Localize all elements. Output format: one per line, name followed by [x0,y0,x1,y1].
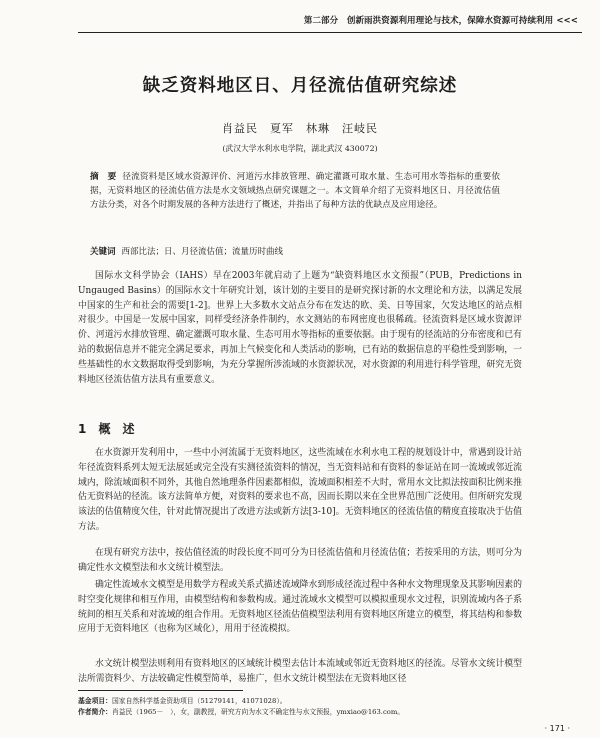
body-paragraph: 在现有研究方法中，按估值径流的时段长度不同可分为日径流估值和月径流估值；若按采用的方法，则可分为确定性水文模型法和水文统计模型法。 [78,548,522,573]
footnote-label: 基金项目： [78,697,112,705]
body-paragraph: 确定性流域水文模型是用数学方程或关系式描述流域降水到形成径流过程中各种水文物理现象及其影响因素的时空变化规律和相互作用，由模型结构和参数构成。通过流域水文模型可以模拟重现水文过程，识别流域内各子系统间的相互关系和对流域的组合作用。无资料地区径流估值模型法利用有资料地区所建立的模型，将其结构和参数应用于无资料地区（也称为区域化），用用于径流模拟。 [78,580,522,635]
footnote-rule [78,690,243,691]
footnote-author [78,706,523,716]
section-title: 概 述 [98,422,135,436]
authors: 肖益民 夏军 林琳 汪岐民 [222,122,378,135]
page-number: · 171 · [544,724,570,733]
section-number: 1 [78,422,87,436]
abstract-text: 径流资料是区域水资源评价、河道污水排放管理、确定灌溉可取水量、生态可用水等指标的重要依据，无资料地区的径流估值方法是水文领域热点研究课题之一。本文简单介绍了无资料地区日、月径流估值方法分类，对各个时期发展的各种方法进行了概述，并指出了每种方法的优缺点及应用途径。 [90,172,500,210]
abstract-label: 摘 要 [90,172,117,182]
footnote-label: 作者简介： [78,708,112,716]
section-heading [78,420,135,437]
abstract [90,170,500,212]
intro-paragraph: 国际水文科学协会（IAHS）早在2003年就启动了上题为“缺资料地区水文预报”（PUB，Predictions in Ungauged Basins）的国际水文十年研究计划，该计划的主要目的是研究探讨新的水文理论和方法，以满足发展中国家的生产和社会的需要[1-2]。世界上大多数水文站点分布在发达的欧、美、日等国家，欠发达地区的站点相对很少。中国是一发展中国家，同样受经济条件制约，水文测站的布网密度也很稀疏。径流资料是区域水资源评价、河道污水排放管理、确定灌溉可取水量、生态可用水等指标的重要依据。由于现有的径流站的分布密度和已有站的数据信息并不能完全满足要求，再加上气候变化和人类活动的影响，已有站的数据信息的平稳性受到影响，一些基础性的水文数据取得受到影响，为充分掌握所涉流域的水资源状况，对水资源的利用进行科学管理，研究无资料地区径流估值方法具有重要意义。 [78,271,522,385]
footnote-text: 肖益民（1965－ ），女，副教授，研究方向为水文不确定性与水文预报，ymxiao@163.com。 [111,708,405,716]
header-rule [78,32,582,33]
keywords [90,245,510,257]
affiliation: (武汉大学水利水电学院，湖北武汉 430072) [222,144,378,153]
keywords-label: 关键词 [90,247,116,257]
body-paragraph: 在水资源开发利用中，一些中小河流属于无资料地区，这些流域在水利水电工程的规划设计中，常遇到设计站年径流资料系列太短无法展延或完全没有实测径流资料的情况，当无资料站和有资料的参证站在同一流域或邻近流域内，除流域面积不同外，其他自然地理条件因素都相似，流域面积相差不大时，常用水文比拟法按面积比例来推估无资料站的径流。该方法简单方便，对资料的要求也不高，因而长期以来在全世界范围广泛使用。但所研究发现该法的估值精度欠佳，针对此情况提出了改进方法或新方法[3-10]。无资料地区的径流估值的精度直接取决于估值方法。 [78,448,522,532]
footnote-text: 国家自然科学基金资助项目（51279141，41071028）。 [111,697,287,705]
footnote-funding [78,695,523,705]
paper-title: 缺乏资料地区日、月径流估值研究综述 [142,76,458,96]
running-header: 第二部分 创新雨洪资源利用理论与技术，保障水资源可持续利用 <<< [303,16,578,26]
body-paragraph: 水文统计模型法则利用有资料地区的区域统计模型去估计本流域或邻近无资料地区的径流。尽管水文统计模型法所需资料少、方法较确定性模型简单，易推广，但水文统计模型法在无资料地区径 [78,659,522,684]
keywords-text: 西部比法；日、月径流估值；流量历时曲线 [121,247,284,257]
